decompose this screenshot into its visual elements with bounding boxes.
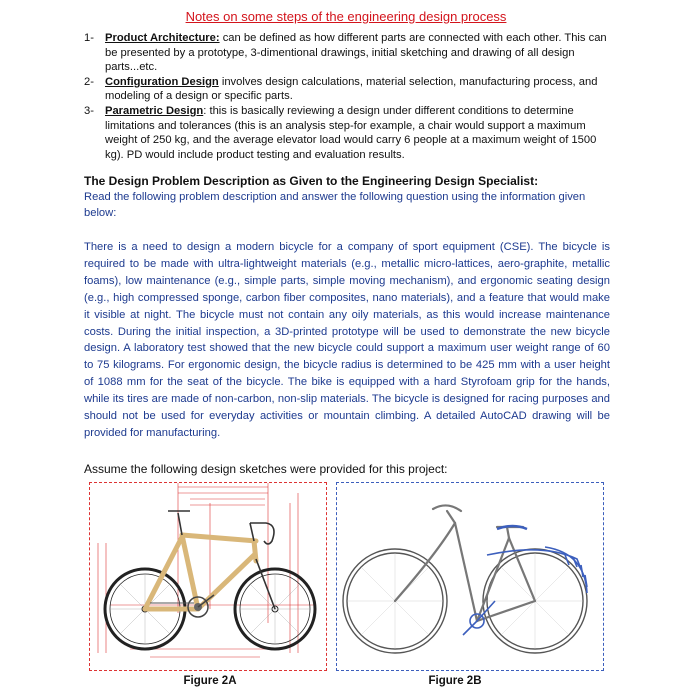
step-item — [84, 104, 612, 162]
step-term: Product Architecture: — [105, 32, 220, 44]
step-text: involves design calculations, material selection, manufacturing process, and modeling of a design or specific parts. — [105, 75, 598, 103]
figure-2b-frame — [336, 482, 604, 671]
assume-statement: Assume the following design sketches were provided for this project: — [84, 462, 448, 476]
step-item — [84, 31, 612, 75]
step-term: Parametric Design — [105, 104, 204, 117]
problem-description: There is a need to design a modern bicycle for a company of sport equipment (CSE). The bicycle is required to be made with ultra-lightweight materials (e.g., metallic micro-lattices, aero-graphite, metallic foams), low maintenance (e.g., simple parts, simple moving mechanism), and ergonomic seating design (e.g., high compressed sponge, carbon fiber composites, nano materials), and a feature that would make it visible at night. The bicycle must not contain any oily materials, as this would increase maintenance costs. During the initial inspection, a 3D-printed prototype will be used to demonstrate the new bicycle design. A laboratory test showed that the new bicycle could support a maximum user weight range of 60 to 75 kilograms. For ergonomic design, the bicycle radius is determined to be 425 mm with a user height of 1088 mm for the seat of the bicycle. The bike is equipped with a hard Styrofoam grip for the hands, while its tires are made of non-carbon, non-slip materials. The bicycle is designed for racing purposes and should not be used for everyday activities or mountain climbing. A detailed AutoCAD drawing will be provided for manufacturing. — [84, 241, 610, 439]
section-heading: The Design Problem Description as Given to the Engineering Design Specialist: — [84, 174, 539, 188]
step-text: : this is basically reviewing a design under different conditions to determine limitations and tolerances (this is an analysis step-for example, a chair would support a maximum weight of 250 kg, and the average elevator load would carry 6 people at a maximum weight of 1500 kg). PD would include product testing and evaluation results. — [105, 104, 597, 161]
figure-2a-frame — [89, 482, 327, 671]
design-steps-list — [84, 31, 612, 162]
step-number: 3- — [84, 104, 94, 117]
intro-paragraph: Read the following problem description and answer the following question using the information given below: — [84, 191, 586, 219]
figure-2a-caption: Figure 2A — [183, 675, 237, 687]
step-term: Configuration Design — [105, 75, 219, 88]
step-number: 1- — [84, 32, 94, 44]
step-item — [84, 75, 612, 104]
city-bike-sketch-icon — [337, 483, 603, 670]
step-number: 2- — [84, 75, 94, 88]
figure-2b-caption: Figure 2B — [428, 675, 482, 687]
step-text: can be defined as how different parts are connected with each other. This can be presented by a prototype, 3-dimentional drawings, initial sketching and drawing of all design parts...etc. — [105, 32, 607, 74]
road-bike-drawing-icon — [90, 483, 326, 670]
page-title: Notes on some steps of the engineering design process — [185, 9, 507, 24]
